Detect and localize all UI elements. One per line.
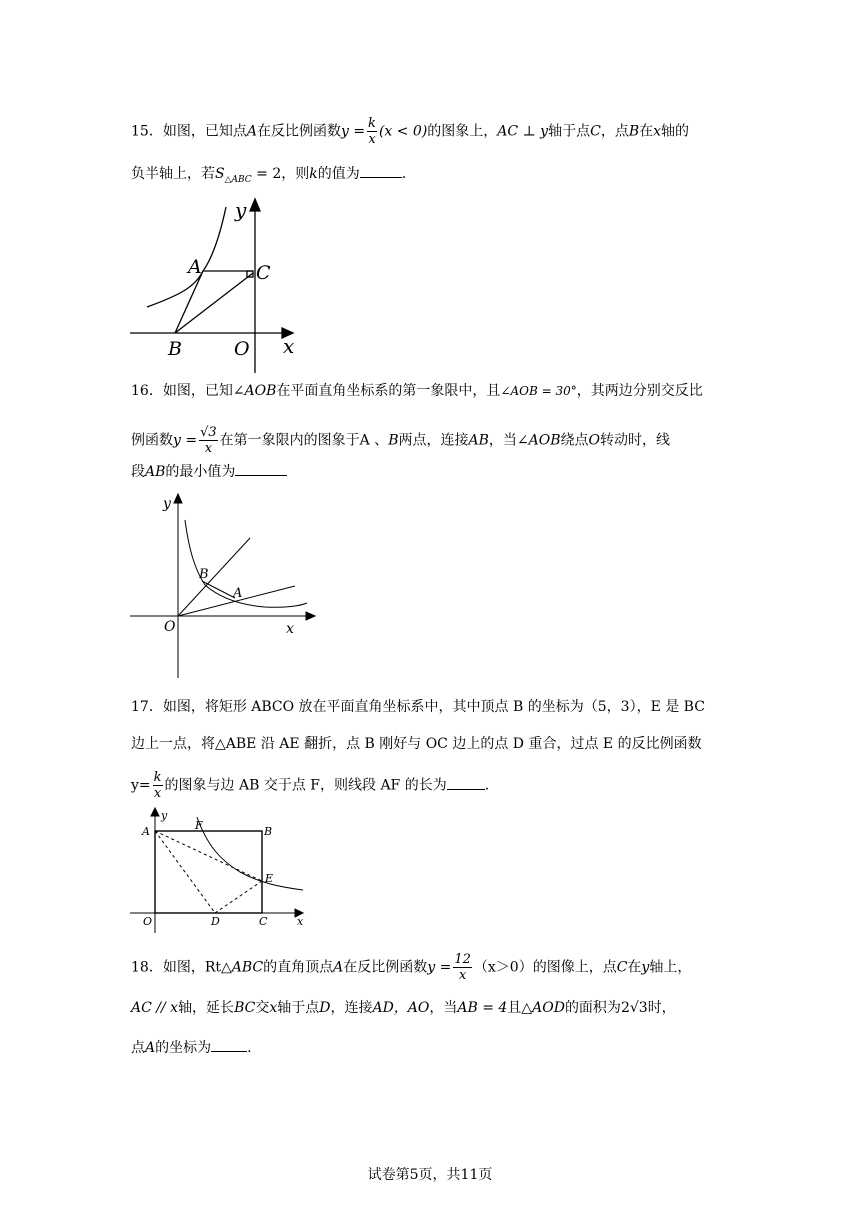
q15-line-1: 15．如图，已知点A在反比例函数y = $\frac{k}{x}$ (x < 0)的图象上，AC ⊥ y轴于点C，点B在x轴的 [131,116,690,147]
fraction: $\frac{k}{x}$ [368,116,376,147]
fig-label-C: C [259,915,268,928]
answer-blank [235,461,287,476]
fig-label-y: y [235,198,247,222]
fig-label-O: O [234,338,250,360]
fig-label-B: B [199,567,209,582]
q15-figure [125,195,315,375]
fig-label-x: x [297,915,304,928]
page-footer: 试卷第5页，共11页 [367,1167,493,1183]
q15-line-2: 负半轴上，若$S_{\triangle ABC} = 2$，则k的值为 . [131,163,406,190]
fig-label-A: A [188,256,202,278]
q17-line-1: 17．如图，将矩形 ABCO 放在平面直角坐标系中，其中顶点 B 的坐标为（5，3），E 是 BC [131,699,705,715]
fig-label-O: O [143,915,153,928]
q17-line-2: 边上一点，将△ABE 沿 AE 翻折，点 B 刚好与 OC 边上的点 D 重合，过点 E 的反比例函数 [131,736,702,752]
fraction: $\frac{12}{x}$ [454,952,471,983]
fig-label-F: F [195,819,203,832]
q17-line-3: y= $\frac{k}{x}$ 的图象与边 AB 交于点 F，则线段 AF 的长为 . [131,770,490,801]
fig-label-O: O [164,619,176,635]
q16-line-3: 段AB的最小值为 [131,461,287,482]
fig-label-C: C [256,262,271,284]
answer-blank [447,775,485,790]
fig-label-x: x [286,621,294,637]
q16-figure [125,490,315,680]
fig-label-y: y [163,496,171,512]
fraction: $\frac{k}{x}$ [153,770,162,801]
fig-label-D: D [211,915,220,928]
answer-blank [360,163,402,178]
fig-label-B: B [168,338,182,360]
fig-label-x: x [283,334,295,358]
answer-blank [211,1037,247,1052]
fig-label-E: E [265,872,274,885]
q18-line-2: AC // x轴，延长BC交x轴于点D，连接AD，AO，当AB = 4且△AOD的面积为2√3时， [131,1000,676,1016]
q16-line-1: 16．如图，已知∠AOB在平面直角坐标系的第一象限中，且∠AOB = 30°，其两边分别交反比 [131,383,703,399]
fraction: $\frac{√3}{x}$ [200,425,217,456]
fig-label-y: y [161,809,168,822]
q16-line-2: 例函数y = $\frac{√3}{x}$ 在第一象限内的图象于A 、B两点，连接AB，当∠AOB绕点O转动时，线 [131,425,671,456]
q18-line-1: 18．如图，Rt△ABC的直角顶点A在反比例函数y = $\frac{12}{x}$ （x＞0）的图像上，点C在y轴上， [131,952,692,983]
q17-figure [125,805,315,935]
fig-label-B: B [264,825,273,838]
fig-label-A: A [233,586,243,601]
q18-line-3: 点A的坐标为 . [131,1037,252,1058]
fig-label-A: A [142,825,150,838]
